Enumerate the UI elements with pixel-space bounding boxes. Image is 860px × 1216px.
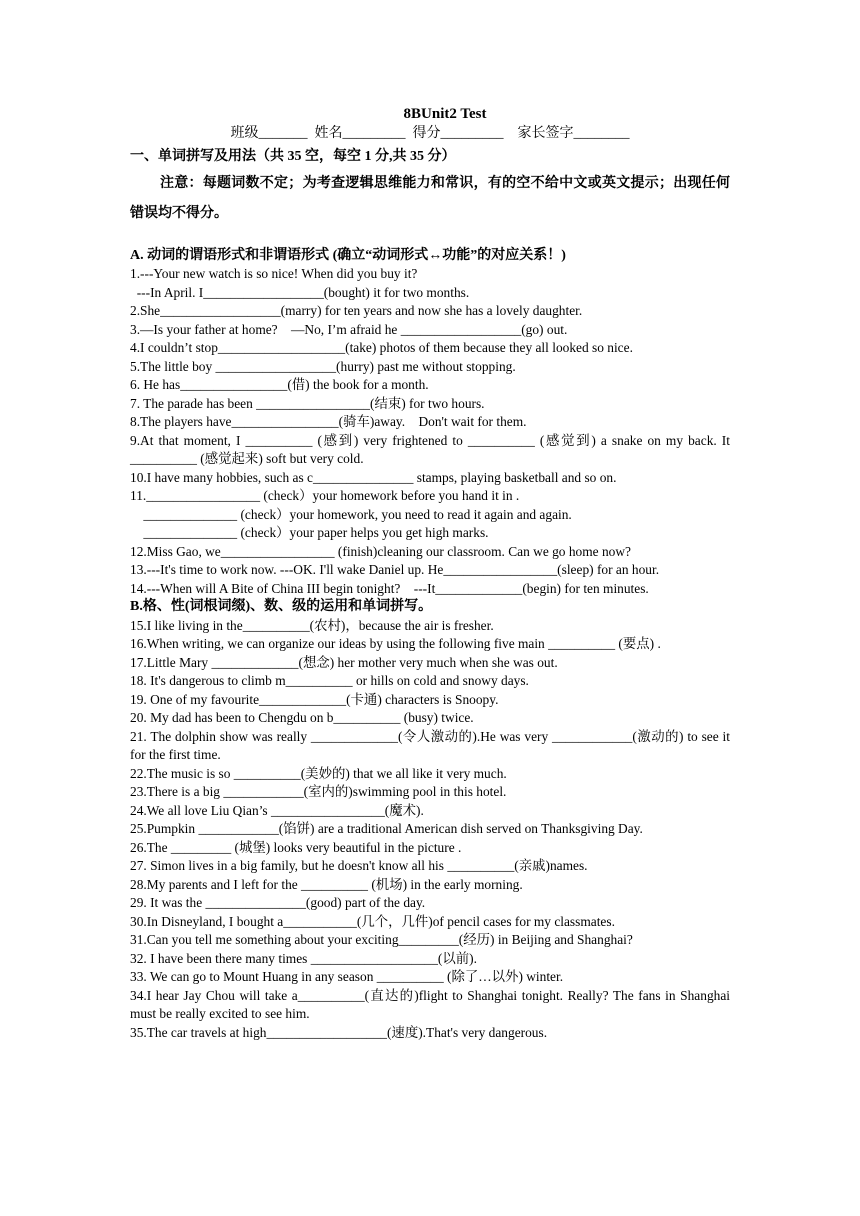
question-line: 26.The _________ (城堡) looks very beautiful in the picture . bbox=[130, 839, 462, 855]
question-line: 17.Little Mary _____________(想念) her mother very much when she was out. bbox=[130, 654, 558, 670]
question-line: 23.There is a big ____________(室内的)swimming pool in this hotel. bbox=[130, 784, 507, 799]
part-b-questions bbox=[130, 617, 734, 1043]
question-line: 9.At that moment, I __________ (感到) very frightened to __________ (感觉到) a snake on my back. It __________ (感觉起来) soft but very cold. bbox=[130, 432, 734, 466]
question-line: 11._________________ (check）your homework before you hand it in . bbox=[130, 488, 520, 503]
section-heading: 一、单词拼写及用法（共 35 空，每空 1 分,共 35 分） bbox=[130, 149, 456, 164]
question-line: ______________ (check）your paper helps you get high marks. bbox=[130, 525, 489, 540]
question-line: 3.—Is your father at home? —No, I’m afraid he __________________(go) out. bbox=[130, 321, 568, 337]
question-line: 19. One of my favourite_____________(卡通) characters is Snoopy. bbox=[130, 691, 499, 707]
question-line: 32. I have been there many times ___________________(以前). bbox=[130, 950, 477, 966]
part-a-heading: A. 动词的谓语形式和非谓语形式 (确立“动词形式↔功能”的对应关系！) bbox=[130, 248, 566, 263]
question-line: 18. It's dangerous to climb m__________ or hills on cold and snowy days. bbox=[130, 673, 529, 688]
question-line: 34.I hear Jay Chou will take a__________(直达的)flight to Shanghai tonight. Really? The fans in Shanghai must be really excited to see him. bbox=[130, 987, 734, 1021]
doc-title: 8BUnit2 Test bbox=[403, 106, 487, 122]
question-line: 15.I like living in the__________(农村)，because the air is fresher. bbox=[130, 617, 494, 633]
question-line: 8.The players have________________(骑车)away. Don't wait for them. bbox=[130, 414, 527, 429]
question-line: ______________ (check）your homework, you need to read it again and again. bbox=[130, 506, 572, 522]
question-line: 30.In Disneyland, I bought a___________(几个，几件)of pencil cases for my classmates. bbox=[130, 913, 615, 929]
part-a-questions bbox=[130, 265, 734, 598]
question-line: 21. The dolphin show was really _____________(令人激动的).He was very ____________(激动的) to see it for the first time. bbox=[130, 728, 734, 762]
question-line: 20. My dad has been to Chengdu on b__________ (busy) twice. bbox=[130, 710, 474, 725]
question-line: 6. He has________________(借) the book for a month. bbox=[130, 377, 429, 392]
question-line: ---In April. I__________________(bought) it for two months. bbox=[130, 284, 470, 300]
student-info-line: 班级_______ 姓名_________ 得分_________ 家长签字________ bbox=[230, 126, 630, 141]
question-line: 14.---When will A Bite of China III begin tonight? ---It_____________(begin) for ten minutes. bbox=[130, 580, 649, 596]
question-line: 33. We can go to Mount Huang in any season __________ (除了…以外) winter. bbox=[130, 969, 564, 984]
question-line: 22.The music is so __________(美妙的) that we all like it very much. bbox=[130, 765, 507, 781]
question-line: 4.I couldn’t stop___________________(take) photos of them because they all looked so nice. bbox=[130, 340, 633, 355]
exam-page bbox=[130, 104, 734, 1042]
question-line: 29. It was the _______________(good) part of the day. bbox=[130, 895, 426, 910]
question-line: 35.The car travels at high__________________(速度).That's very dangerous. bbox=[130, 1024, 548, 1040]
question-line: 16.When writing, we can organize our ideas by using the following five main __________ (要点) . bbox=[130, 636, 661, 651]
question-line: 12.Miss Gao, we_________________ (finish)cleaning our classroom. Can we go home now? bbox=[130, 543, 631, 559]
question-line: 5.The little boy __________________(hurry) past me without stopping. bbox=[130, 358, 516, 374]
question-line: 24.We all love Liu Qian’s _________________(魔术). bbox=[130, 802, 424, 818]
question-line: 27. Simon lives in a big family, but he doesn't know all his __________(亲戚)names. bbox=[130, 858, 588, 873]
question-line: 28.My parents and I left for the __________ (机场) in the early morning. bbox=[130, 876, 523, 892]
part-b-heading: B.格、性(词根词缀)、数、级的运用和单词拼写。 bbox=[130, 599, 433, 614]
question-line: 7. The parade has been _________________(结束) for two hours. bbox=[130, 395, 485, 411]
question-line: 2.She__________________(marry) for ten years and now she has a lovely daughter. bbox=[130, 303, 583, 318]
question-line: 10.I have many hobbies, such as c_______________ stamps, playing basketball and so on. bbox=[130, 469, 617, 485]
question-line: 31.Can you tell me something about your exciting_________(经历) in Beijing and Shanghai? bbox=[130, 932, 633, 947]
question-line: 1.---Your new watch is so nice! When did you buy it? bbox=[130, 266, 418, 281]
question-line: 25.Pumpkin ____________(馅饼) are a traditional American dish served on Thanksgiving Day. bbox=[130, 821, 643, 836]
question-line: 13.---It's time to work now. ---OK. I'll wake Daniel up. He_________________(sleep) for an hour. bbox=[130, 562, 660, 577]
instructions-note: 注意：每题词数不定；为考查逻辑思维能力和常识，有的空不给中文或英文提示；出现任何错误均不得分。 bbox=[130, 176, 730, 221]
